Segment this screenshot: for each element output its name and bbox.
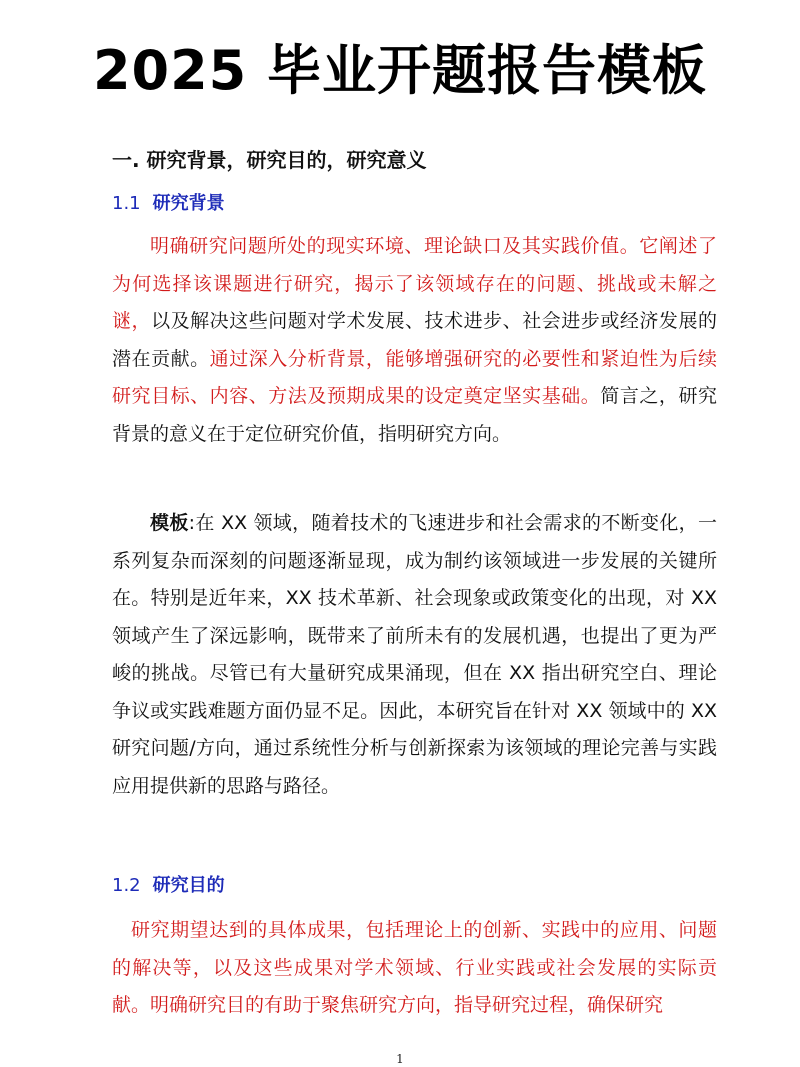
background-text-a: 以及解决这些问题对学术发展、技术进步、社会进步或经济发展的潜在贡献。: [112, 310, 717, 370]
background-paragraph: [112, 228, 717, 453]
section-heading-1: 一. 研究背景，研究目的，研究意义: [112, 148, 427, 172]
background-text-red-b: 通过深入分析背景，能够增强研究的必要性和紧迫性为后续研究目标、内容、方法及预期成果的设定奠定坚实基础。: [112, 347, 717, 407]
template-paragraph: [112, 505, 717, 805]
subsection-title: 研究背景: [152, 193, 225, 214]
page-number: 1: [396, 1052, 404, 1066]
background-text-b: 简言之，研究背景的意义在于定位研究价值，指明研究方向。: [112, 385, 717, 445]
purpose-text-red: 研究期望达到的具体成果，包括理论上的创新、实践中的应用、问题的解决等，以及这些成果对学术领域、行业实践或社会发展的实际贡献。明确研究目的有助于聚焦研究方向，指导研究过程，确保研究: [112, 919, 717, 1016]
subsection-heading-1-2: [112, 872, 225, 900]
background-text-red-a: 明确研究问题所处的现实环境、理论缺口及其实践价值。它阐述了为何选择该课题进行研究，揭示了该领域存在的问题、挑战或未解之谜，: [112, 235, 717, 332]
template-text: :在 XX 领域，随着技术的飞速进步和社会需求的不断变化，一系列复杂而深刻的问题逐渐显现，成为制约该领域进一步发展的关键所在。特别是近年来，XX 技术革新、社会现象或政策变化的出现，对 XX 领域产生了深远影响，既带来了前所未有的发展机遇，也提出了更为严峻的挑战。尽管已有大量研究成果涌现，但在 XX 指出研究空白、理论争议或实践难题方面仍显不足。因此，本研究旨在针对 XX 领域中的 XX 研究问题/方向，通过系统性分析与创新探索为该领域的理论完善与实践应用提供新的思路与路径。: [112, 512, 717, 797]
subsection-number: 1.2: [112, 875, 141, 896]
purpose-paragraph: [112, 912, 717, 1025]
subsection-title: 研究目的: [152, 875, 225, 896]
subsection-number: 1.1: [112, 193, 141, 214]
document-title: 2025 毕业开题报告模板: [92, 39, 708, 102]
subsection-heading-1-1: [112, 190, 225, 218]
template-label: 模板: [150, 512, 189, 534]
